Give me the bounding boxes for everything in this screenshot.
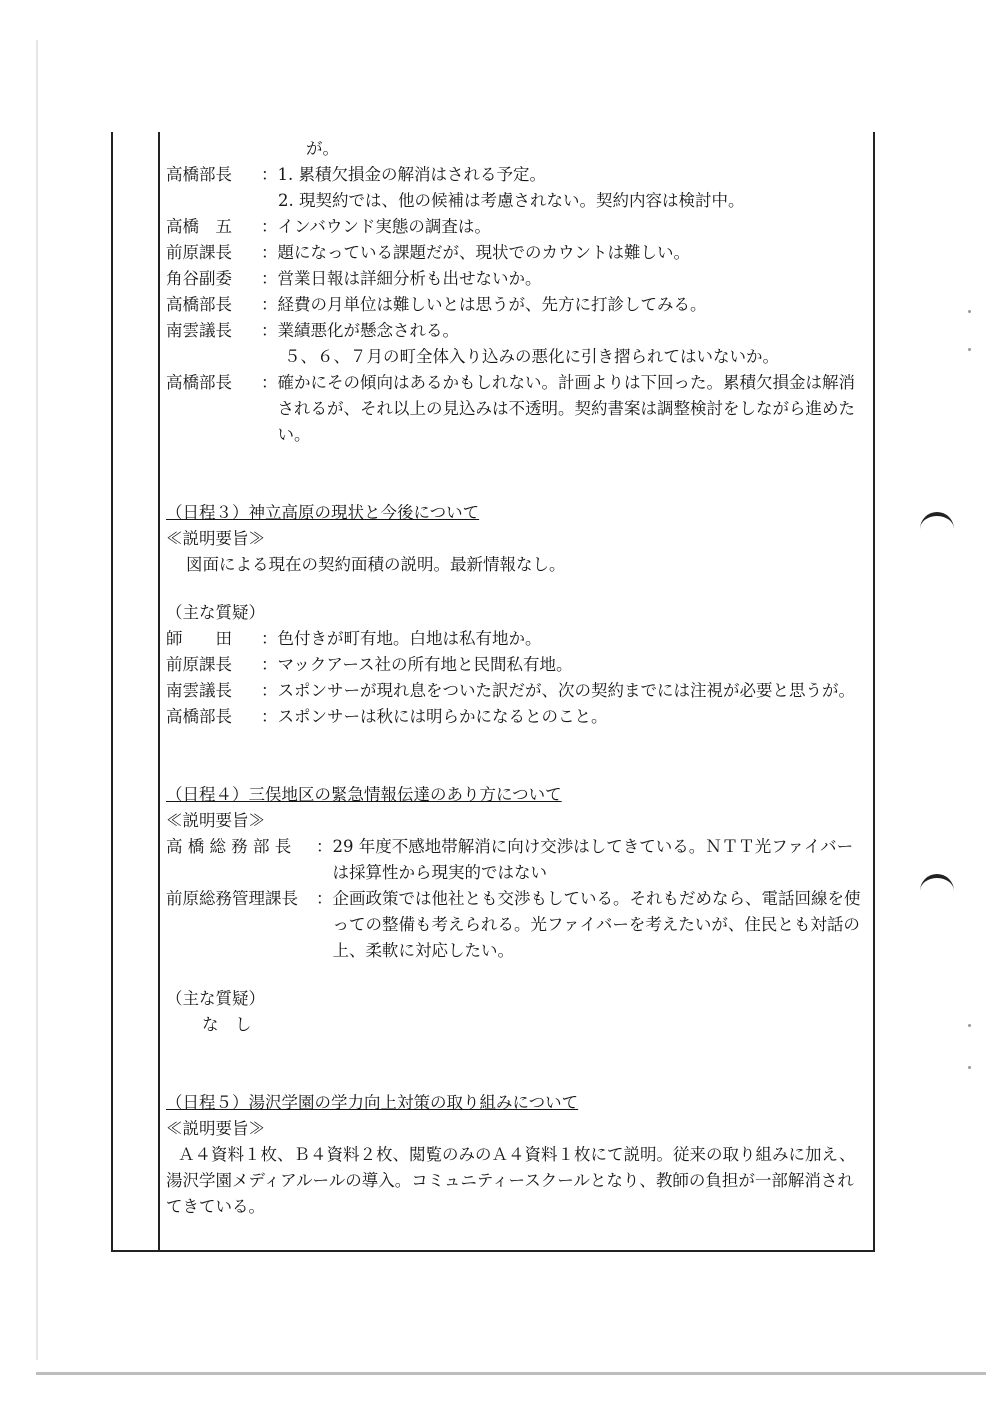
utterance: 1. 累積欠損金の解消はされる予定。 <box>277 165 546 184</box>
utterance: スポンサーは秋には明らかになるとのこと。 <box>277 707 608 726</box>
colon: ： <box>261 243 278 262</box>
summary-text: 図面による現在の契約面積の説明。最新情報なし。 <box>186 555 566 574</box>
qa-label: （主な質疑） <box>166 603 265 622</box>
table-column-divider <box>158 132 160 1251</box>
speaker-name: 高橋 五 <box>166 217 232 236</box>
utterance: 確かにその傾向はあるかもしれない。計画よりは下回った。累積欠損金は解消されるが、それ以上の見込みは不透明。契約書案は調整検討をしながら進めたい。 <box>277 373 855 444</box>
speaker-name: 前原総務管理課長 <box>166 889 298 908</box>
qa-row <box>166 886 866 964</box>
colon: ： <box>316 889 333 908</box>
scan-speck <box>968 1066 971 1069</box>
colon: ： <box>261 269 278 288</box>
colon: ： <box>261 373 278 392</box>
page-edge-bottom <box>36 1372 986 1375</box>
summary-label: ≪説明要旨≫ <box>166 1119 265 1138</box>
utterance: 色付きが町有地。白地は私有地か。 <box>277 629 542 648</box>
speaker-name: 師 田 <box>166 629 232 648</box>
utterance: 営業日報は詳細分析も出せないか。 <box>277 269 542 288</box>
utterance: 企画政策では他社とも交渉もしている。それもだめなら、電話回線を使っての整備も考えられる。光ファイバーを考えたいが、住民とも対話の上、柔軟に対応したい。 <box>332 889 861 960</box>
speaker-name: 高橋部長 <box>166 165 232 184</box>
summary-label: ≪説明要旨≫ <box>166 529 265 548</box>
speaker-name: 角谷副委 <box>166 269 232 288</box>
colon: ： <box>261 655 278 674</box>
qa-row <box>166 292 866 318</box>
binder-hole <box>920 512 954 534</box>
agenda-section-4 <box>166 782 866 1038</box>
page-edge <box>36 40 38 1360</box>
utterance: スポンサーが現れ息をついた訳だが、次の契約までには注視が必要と思うが。 <box>277 681 855 700</box>
scan-speck <box>968 1024 971 1027</box>
qa-row <box>166 652 866 678</box>
speaker-name: 前原課長 <box>166 243 232 262</box>
qa-row <box>166 214 866 240</box>
scan-speck <box>968 348 971 351</box>
qa-label: （主な質疑） <box>166 989 265 1008</box>
colon: ： <box>261 629 278 648</box>
qa-row <box>166 678 866 704</box>
qa-row <box>166 834 866 886</box>
utterance: 業績悪化が懸念される。 <box>277 321 459 340</box>
binder-hole <box>920 874 954 896</box>
qa-block-1 <box>166 162 866 448</box>
colon: ： <box>261 165 278 184</box>
agenda-heading: （日程４）三俣地区の緊急情報伝達のあり方について <box>166 785 562 804</box>
colon: ： <box>261 295 278 314</box>
colon: ： <box>261 681 278 700</box>
utterance: インバウンド実態の調査は。 <box>277 217 491 236</box>
speaker-name: 前原課長 <box>166 655 232 674</box>
qa-row <box>166 626 866 652</box>
utterance-continued: ５、６、７月の町全体入り込みの悪化に引き摺られてはいないか。 <box>284 347 779 366</box>
speaker-name: 高 橋 総 務 部 長 <box>166 837 292 856</box>
colon: ： <box>261 217 278 236</box>
qa-row <box>166 704 866 730</box>
utterance: 経費の月単位は難しいとは思うが、先方に打診してみる。 <box>277 295 707 314</box>
summary-label: ≪説明要旨≫ <box>166 811 265 830</box>
utterance-continued: 2. 現契約では、他の候補は考慮されない。契約内容は検討中。 <box>278 191 745 210</box>
colon: ： <box>261 321 278 340</box>
colon: ： <box>261 707 278 726</box>
speaker-name: 高橋部長 <box>166 707 232 726</box>
agenda-heading: （日程３）神立高原の現状と今後について <box>166 503 480 522</box>
agenda-section-3 <box>166 500 866 730</box>
utterance: マックアース社の所有地と民間私有地。 <box>277 655 573 674</box>
qa-row <box>166 162 866 188</box>
qa-none-text: な し <box>202 1015 252 1034</box>
utterance: 29 年度不感地帯解消に向け交渉はしてきている。ＮＴＴ光ファイバーは採算性から現実的ではない <box>332 837 854 882</box>
speaker-name: 南雲議長 <box>166 681 232 700</box>
speaker-name: 高橋部長 <box>166 295 232 314</box>
continuation-text: が。 <box>306 139 339 158</box>
scan-speck <box>968 310 971 313</box>
summary-text: Ａ４資料１枚、Ｂ４資料２枚、閲覧のみのＡ４資料１枚にて説明。従来の取り組みに加え、湯沢学園メディアルールの導入。コミュニティースクールとなり、教師の負担が一部解消されてきている。 <box>166 1145 856 1216</box>
agenda-heading: （日程５）湯沢学園の学力向上対策の取り組みについて <box>166 1093 579 1112</box>
agenda-section-5 <box>166 1090 866 1220</box>
colon: ： <box>316 837 333 856</box>
qa-row <box>166 266 866 292</box>
qa-row <box>166 240 866 266</box>
speaker-name: 南雲議長 <box>166 321 232 340</box>
speaker-name: 高橋部長 <box>166 373 232 392</box>
minutes-body <box>166 136 866 1220</box>
qa-row <box>166 318 866 344</box>
qa-row <box>166 370 866 448</box>
utterance: 題になっている課題だが、現状でのカウントは難しい。 <box>277 243 690 262</box>
